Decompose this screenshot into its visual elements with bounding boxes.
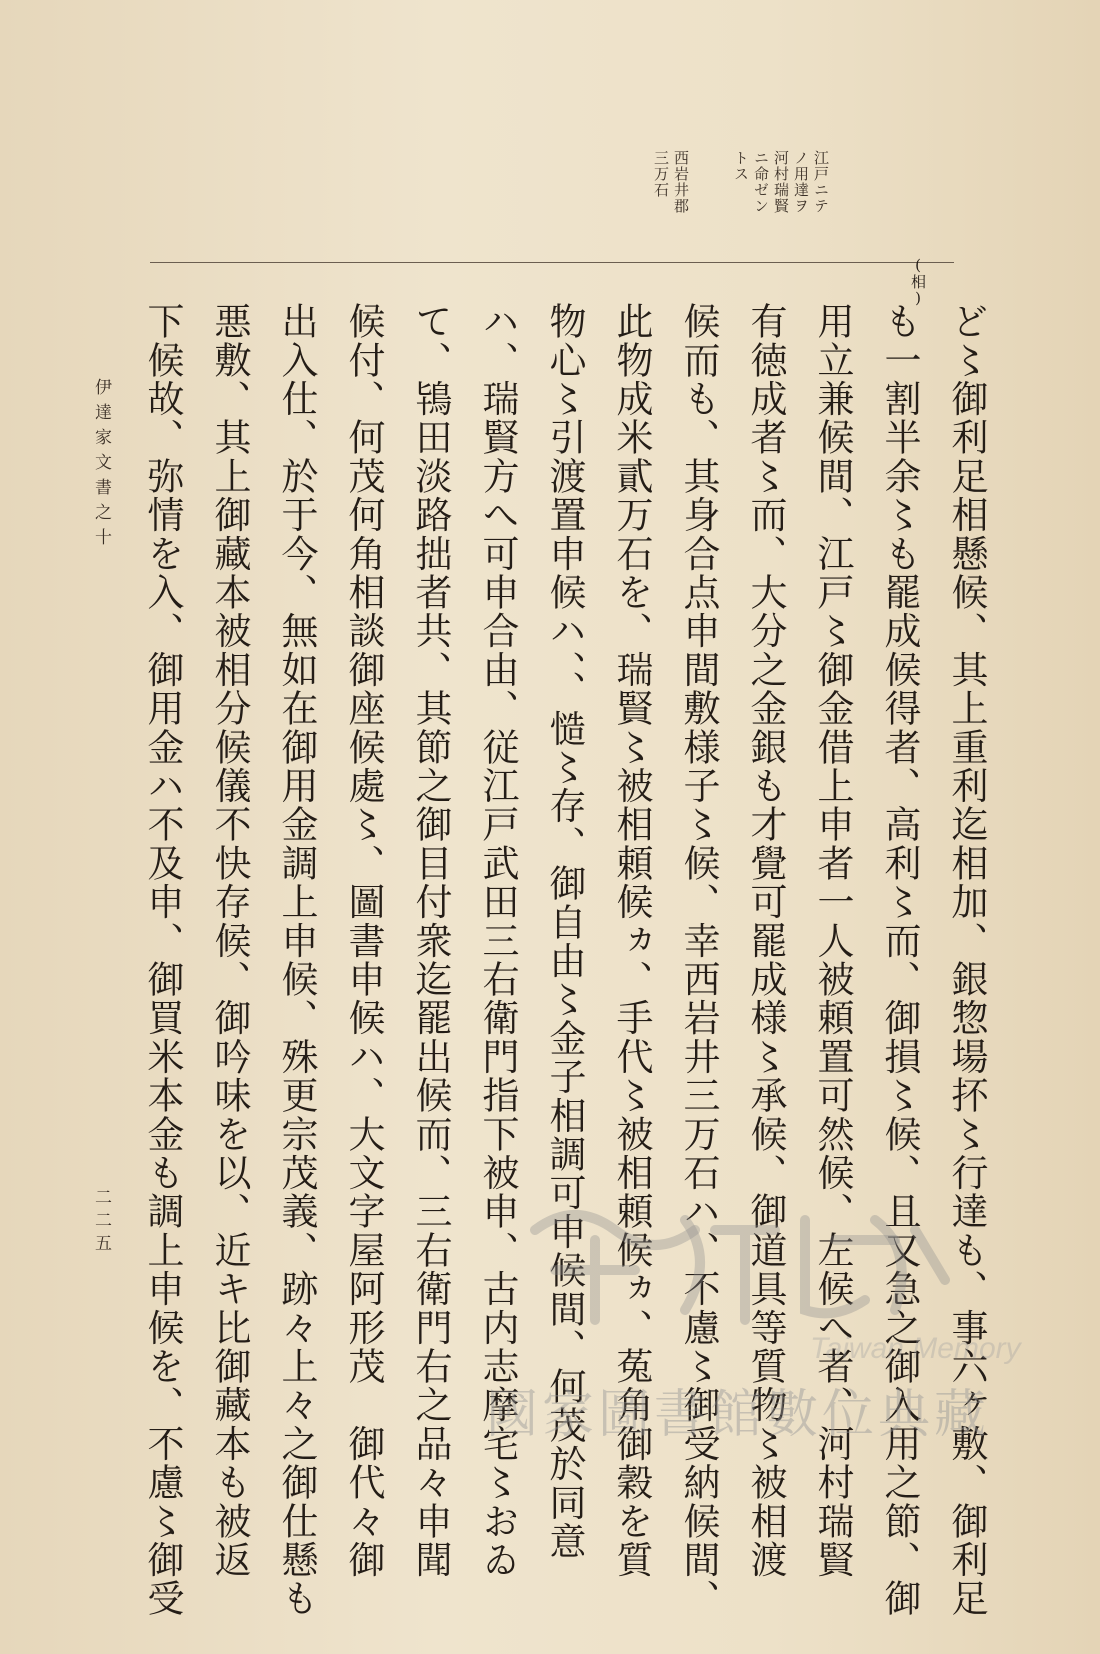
headnote-6: 西岩井郡 xyxy=(672,150,690,214)
headnote-3: 河村瑞賢 xyxy=(772,150,790,214)
headnote-7: 三万石 xyxy=(652,150,670,198)
watermark-seal-logo xyxy=(515,1190,955,1340)
body-line: も一割半余〻も罷成候得者、高利〻而、御損〻候、且又急之御入用之節、御 xyxy=(878,302,921,1618)
headnote-1: 江戸ニテ xyxy=(812,150,830,214)
body-line: 物心〻引渡置申候ハ、、慥〻存、御自由〻金子相調可申候間、何茂於同意 xyxy=(543,302,586,1561)
body-line: 此物成米貳万石を、瑞賢〻被相頼候ヵ、手代〻被相頼候ヵ、菟角御穀を質 xyxy=(610,302,653,1580)
watermark-sub: Taiwan Memory xyxy=(810,1332,1021,1365)
body-line: て、鴇田淡路拙者共、其節之御目付衆迄罷出候而、三右衛門右之品々申聞 xyxy=(409,302,452,1580)
body-line: 用立兼候間、江戸〻御金借上申者一人被頼置可然候、左候へ者、河村瑞賢 xyxy=(811,302,854,1580)
headnote-2: ノ用達ヲ xyxy=(792,150,810,214)
correction-mark: (相) xyxy=(909,256,927,307)
body-line: 候而も、其身合点申間敷様子〻候、幸西岩井三万石ハ、不慮〻御受納候間、 xyxy=(677,302,720,1618)
watermark-text: 國家圖書館數位典藏 xyxy=(486,1385,991,1445)
page-number: 二二五 xyxy=(91,1188,111,1257)
body-line: 下候故、弥情を入、御用金ハ不及申、御買米本金も調上申候を、不慮〻御受 xyxy=(141,302,184,1618)
body-line: ハ、瑞賢方へ可申合由、従江戸武田三右衛門指下被申、古内志摩宅〻おゐ xyxy=(476,302,519,1580)
body-line: 出入仕、於于今、無如在御用金調上申候、殊更宗茂義、跡々上々之御仕懸も xyxy=(275,302,318,1618)
headnote-5: トス xyxy=(732,150,750,182)
body-line: 有徳成者〻而、大分之金銀も才覺可罷成様〻承候、御道具等質物〻被相渡 xyxy=(744,302,787,1580)
body-line: 候付、何茂何角相談御座候處〻、圖書申候ハ、大文字屋阿形茂 御代々御 xyxy=(342,302,385,1580)
running-title: 伊達家文書之十 xyxy=(91,378,111,553)
headnote-4: ニ命ゼン xyxy=(752,150,770,214)
header-rule xyxy=(150,262,954,263)
body-line: 悪敷、其上御藏本被相分候儀不快存候、御吟味を以、近キ比御藏本も被返 xyxy=(208,302,251,1580)
body-line: ど〻御利足相懸候、其上重利迄相加、銀惣場抔〻行達も、事六ヶ敷、御利足 xyxy=(945,302,988,1618)
